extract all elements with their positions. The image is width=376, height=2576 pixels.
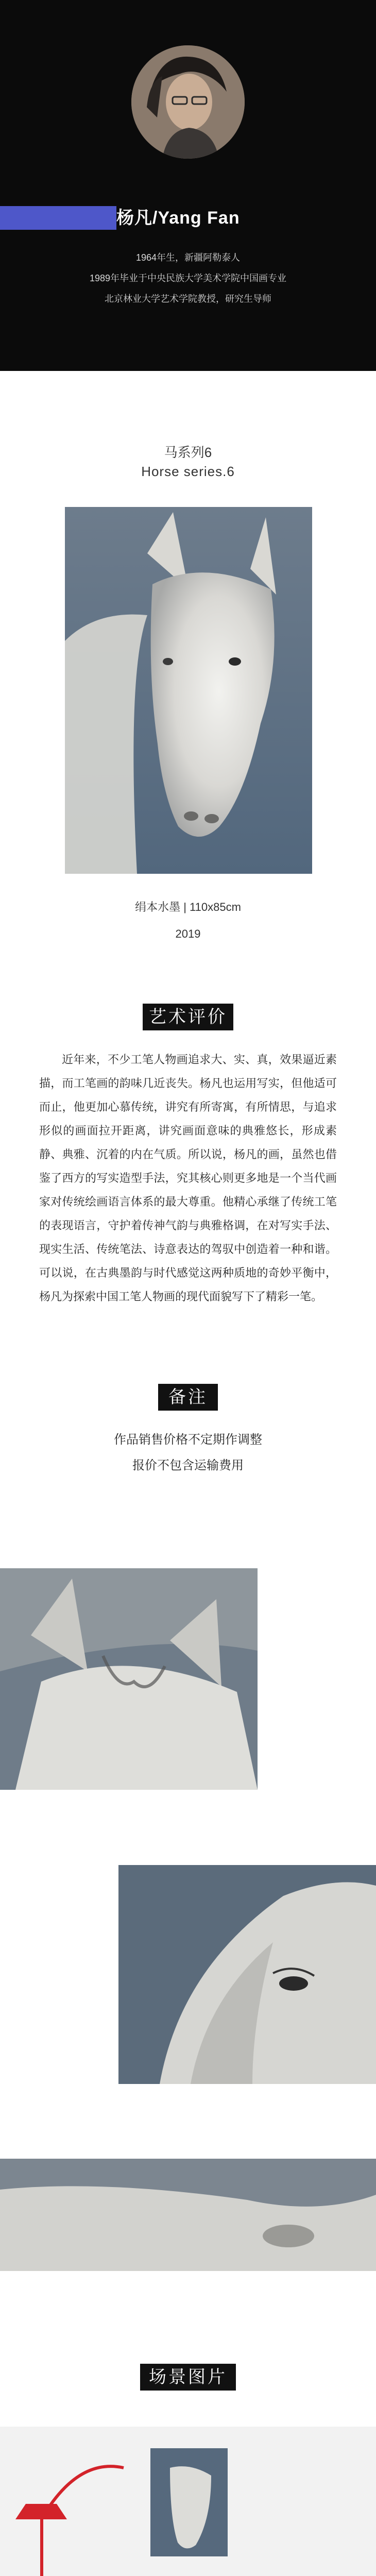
scene-image [0,2427,376,2576]
note-line: 报价不包含运输费用 [132,1459,244,1472]
artist-bio [0,247,376,309]
note-line: 作品销售价格不定期作调整 [114,1433,262,1447]
horse-nose-detail-image [0,2159,376,2271]
artist-portrait-icon [131,45,245,159]
work-title-cn: 马系列6 [164,445,212,460]
work-year: 2019 [175,927,201,940]
artist-name: 杨凡/Yang Fan [116,208,240,228]
painting-detail-3 [0,2159,376,2271]
artist-bio-line: 北京林业大学艺术学院教授，研究生导师 [105,294,271,304]
painting-detail-1 [0,1568,258,1790]
horse-painting-image [65,507,312,874]
artist-header [0,0,376,371]
painting-detail-2 [118,1865,376,2084]
review-text: 近年来，不少工笔人物画追求大、实、真，效果逼近素描，而工笔画的韵味几近丧失。杨凡也运用写实，但他适可而止，他更加心慕传统，讲究有所寄寓，有所情思，与追求形似的画面拉开距离，讲究画面意味的典雅悠长，形成素静、典雅、沉着的内在气质。所以说，杨凡的画，虽然也借鉴了西方的写实造型手法，究其核心则更多地是一个当代画家对传统绘画语言体系的最大尊重。他精心承继了传统工笔的表现语言，守护着传神气韵与典雅格调，在对写实手法、现实生活、传统笔法、诗意表达的驾驭中创造着一种和谐。可以说，在古典墨韵与时代感觉这两种质地的奇妙平衡中，杨凡为探索中国工笔人物画的现代面貌写下了精彩一笔。 [39,1053,337,1303]
review-label: 艺术评价 [143,1004,233,1030]
artist-bio-line: 1989年毕业于中央民族大学美术学院中国画专业 [89,273,287,283]
painting-main [65,507,312,874]
work-medium-size: 绢本水墨 | 110x85cm [135,901,241,913]
room-scene-image [0,2427,376,2576]
work-title-en: Horse series.6 [141,464,235,479]
scene-label: 场景图片 [140,2364,236,2391]
horse-eye-detail-image [118,1865,376,2084]
notes-label: 备注 [158,1384,218,1411]
horse-detail-image [0,1568,258,1790]
artist-bio-line: 1964年生，新疆阿勒泰人 [135,252,241,263]
artist-avatar [131,45,245,159]
artist-name-bar [0,206,376,230]
name-accent-bar [0,206,116,230]
